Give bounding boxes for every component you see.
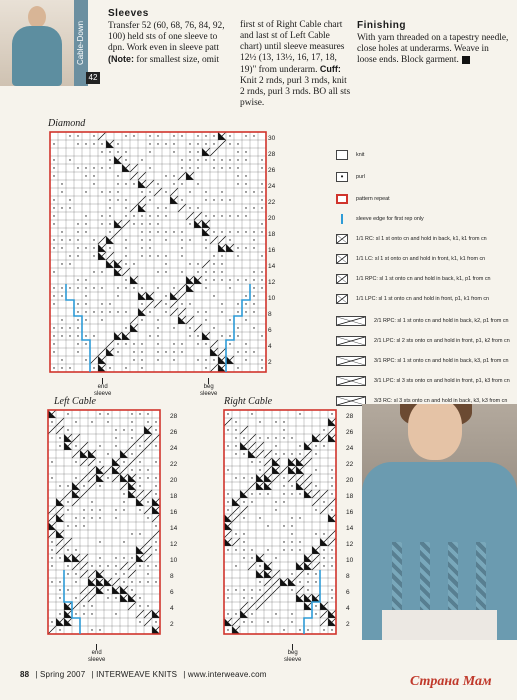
- purl-icon: •: [336, 172, 348, 182]
- legend-label: 3/3 RC: sl 3 sts onto cn and hold in back, k3, k3 from cn: [374, 398, 508, 404]
- row-number: 14: [170, 524, 178, 532]
- row-number: 18: [170, 492, 178, 500]
- legend-label: 3/1 RPC: sl 1 st onto cn and hold in back, k3, p1 from cn: [374, 358, 509, 364]
- diamond-end-label: end: [97, 384, 108, 390]
- row-number: 26: [346, 428, 354, 436]
- left-end-label: end: [91, 650, 102, 656]
- legend-label: 2/1 RPC: sl 1 st onto cn and hold in back, k2, p1 from cn: [374, 318, 509, 324]
- row-number: 18: [346, 492, 354, 500]
- note-label: (Note:: [108, 54, 134, 64]
- website-link[interactable]: www.interweave.com: [187, 670, 267, 679]
- legend-row: [336, 316, 509, 326]
- sleeves-heading: Sleeves: [108, 8, 149, 19]
- row-number: 14: [268, 262, 276, 270]
- right-cable-chart: [222, 408, 338, 636]
- row-number: 4: [170, 604, 174, 612]
- project-number-badge: 42: [86, 72, 100, 84]
- legend-label: pattern repeat: [356, 196, 390, 202]
- legend-row: [336, 356, 509, 366]
- row-number: 10: [268, 294, 276, 302]
- legend-row: [336, 150, 364, 160]
- legend-row: [336, 336, 510, 346]
- row-number: 12: [346, 540, 354, 548]
- legend-row: [336, 376, 510, 386]
- row-number: 6: [170, 588, 174, 596]
- diamond-beg-label: beg: [203, 384, 214, 390]
- cuff-label: Cuff:: [319, 64, 341, 74]
- sleeve-edge-icon: [336, 214, 348, 224]
- thumbnail-photo: [0, 0, 74, 86]
- diamond-chart-title: Diamond: [48, 118, 86, 129]
- pattern-repeat-icon: [336, 194, 348, 204]
- diamond-beg-sleeve-note: [200, 378, 217, 398]
- model-photo: [362, 404, 517, 640]
- row-number: 6: [346, 588, 350, 596]
- row-number: 12: [268, 278, 276, 286]
- row-number: 18: [268, 230, 276, 238]
- watermark-logo: Страна Мам: [410, 674, 492, 689]
- knit-icon: [336, 150, 348, 160]
- cable-1-1-lc-icon: [336, 254, 348, 264]
- diamond-chart: [48, 130, 268, 374]
- legend-label: 2/1 LPC: sl 2 sts onto cn and hold in front, p1, k2 from cn: [374, 338, 510, 344]
- row-number: 22: [346, 460, 354, 468]
- page-footer: 88 | Spring 2007 | INTERWEAVE KNITS | www.interweave.com: [20, 670, 267, 679]
- legend-label: 1/1 RC: sl 1 st onto cn and hold in back, k1, k1 from cn: [356, 236, 487, 242]
- cable-3-1-lpc-icon: [336, 376, 366, 386]
- legend-row: [336, 194, 390, 204]
- row-number: 16: [268, 246, 276, 254]
- thumbnail-model-sweater: [12, 26, 62, 86]
- finishing-heading: Finishing: [357, 20, 406, 31]
- page-number: 88: [20, 670, 30, 679]
- row-number: 28: [268, 150, 276, 158]
- cable-1-1-lpc-icon: [336, 294, 348, 304]
- right-cable-chart-title: Right Cable: [224, 396, 273, 407]
- row-number: 10: [346, 556, 354, 564]
- legend-label: 1/1 LPC: sl 1 st onto cn and hold in front, p1, k1 from cn: [356, 296, 490, 302]
- diamond-beg-sleeve-label: sleeve: [200, 391, 218, 397]
- legend-label: knit: [356, 152, 365, 158]
- row-number: 26: [268, 166, 276, 174]
- right-sleeve-label: sleeve: [284, 657, 302, 663]
- issue-label: Spring 2007: [40, 670, 86, 679]
- legend-label: 1/1 LC: sl 1 st onto cn and hold in front, k1, k1 from cn: [356, 256, 486, 262]
- cable-2-1-rpc-icon: [336, 316, 366, 326]
- legend-row: [336, 274, 491, 284]
- legend-label: purl: [356, 174, 365, 180]
- finishing-column: [357, 20, 509, 66]
- diamond-sleeve-label: sleeve: [94, 391, 112, 397]
- row-number: 30: [268, 134, 276, 142]
- model-face: [408, 404, 462, 460]
- left-cable-end-sleeve-note: [88, 644, 105, 664]
- section-tab: Cable-Down: [74, 0, 88, 86]
- right-beg-label: beg: [287, 650, 298, 656]
- legend-row: [336, 214, 424, 224]
- legend-row: [336, 294, 489, 304]
- row-number: 4: [346, 604, 350, 612]
- note-text: for smallest size, omit: [136, 55, 220, 65]
- legend-row: [336, 254, 485, 264]
- row-number: 2: [268, 358, 272, 366]
- cable-1-1-rpc-icon: [336, 274, 348, 284]
- sleeves-text: Transfer 52 (60, 68, 76, 84, 92, 100) held sts of one sleeve to dpn. Work even in sleeve patt: [108, 21, 225, 53]
- row-number: 10: [170, 556, 178, 564]
- row-number: 22: [170, 460, 178, 468]
- row-number: 20: [170, 476, 178, 484]
- row-number: 22: [268, 198, 276, 206]
- row-number: 2: [346, 620, 350, 628]
- row-number: 8: [346, 572, 350, 580]
- row-number: 6: [268, 326, 272, 334]
- cable-1-1-rc-icon: [336, 234, 348, 244]
- cable-3-1-rpc-icon: [336, 356, 366, 366]
- row-number: 20: [346, 476, 354, 484]
- row-number: 28: [170, 412, 178, 420]
- row-number: 24: [170, 444, 178, 452]
- cable-2-1-lpc-icon: [336, 336, 366, 346]
- left-cable-chart: [46, 408, 162, 636]
- row-number: 24: [346, 444, 354, 452]
- left-cable-chart-title: Left Cable: [54, 396, 96, 407]
- cuff-text: Knit 2 rnds, purl 3 rnds, knit 2 rnds, purl 3 rnds. BO all sts pwise.: [240, 76, 351, 108]
- end-mark-icon: [462, 56, 470, 64]
- sleeves-column: [108, 8, 234, 66]
- left-sleeve-label: sleeve: [88, 657, 106, 663]
- magazine-name: INTERWEAVE KNITS: [96, 670, 178, 679]
- sleeves-text-cont: first st of Right Cable chart and last st of Left Cable chart) until sleeve measures 12½ (13, 13½, 16, 17, 18, 19)" from underarm.: [240, 20, 345, 75]
- row-number: 26: [170, 428, 178, 436]
- legend-label: 3/1 LPC: sl 3 sts onto cn and hold in front, p1, k3 from cn: [374, 378, 510, 384]
- row-number: 28: [346, 412, 354, 420]
- row-number: 12: [170, 540, 178, 548]
- right-cable-beg-sleeve-note: [284, 644, 301, 664]
- row-number: 20: [268, 214, 276, 222]
- model-skirt: [382, 610, 497, 640]
- row-number: 8: [268, 310, 272, 318]
- legend-row: [336, 234, 487, 244]
- legend-label: 1/1 RPC: sl 1 st onto cn and hold in back, k1, p1 from cn: [356, 276, 491, 282]
- row-number: 8: [170, 572, 174, 580]
- row-number: 14: [346, 524, 354, 532]
- row-number: 24: [268, 182, 276, 190]
- row-number: 16: [346, 508, 354, 516]
- row-number: 4: [268, 342, 272, 350]
- legend-row: [336, 172, 365, 182]
- legend-label: sleeve edge for first rep only: [356, 216, 424, 222]
- row-number: 16: [170, 508, 178, 516]
- diamond-end-sleeve-note: [94, 378, 111, 398]
- sleeves-column-cont: [240, 20, 352, 109]
- thumbnail-model-head: [28, 6, 46, 28]
- row-number: 2: [170, 620, 174, 628]
- finishing-text: With yarn threaded on a tapestry needle, close holes at underarms. Weave in loose ends. Block garment.: [357, 33, 509, 65]
